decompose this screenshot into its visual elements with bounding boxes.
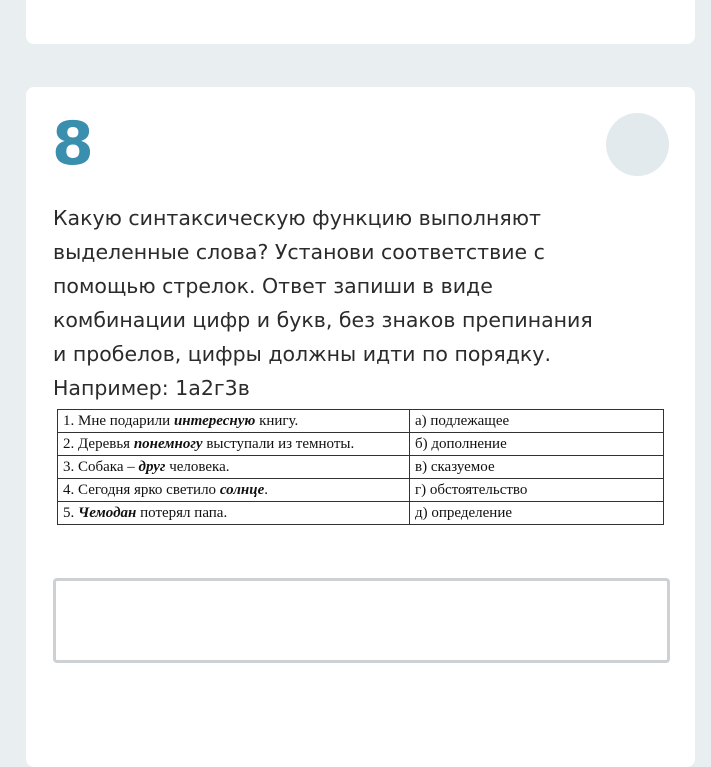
table-row (58, 433, 664, 456)
sentence-text: потерял папа. (136, 505, 228, 521)
function-cell: г) обстоятельство (410, 479, 664, 502)
question-text (53, 201, 678, 405)
highlighted-word: друг (138, 459, 166, 475)
sentence-cell (58, 502, 410, 525)
function-cell: в) сказуемое (410, 456, 664, 479)
highlighted-word: солнце (219, 482, 265, 498)
question-text-line: Какую синтаксическую функцию выполняют (53, 206, 541, 230)
function-cell: б) дополнение (410, 433, 664, 456)
sentence-text: . (264, 482, 268, 498)
sentence-text: книгу. (255, 413, 299, 429)
sentence-text: человека. (165, 459, 230, 475)
question-text-line: помощью стрелок. Ответ запиши в виде (53, 274, 493, 298)
question-text-line: и пробелов, цифры должны идти по порядку. (53, 342, 551, 366)
highlighted-word: интересную (173, 413, 256, 429)
function-cell: д) определение (410, 502, 664, 525)
function-cell: а) подлежащее (410, 410, 664, 433)
table-row (58, 456, 664, 479)
answer-input[interactable] (53, 578, 670, 663)
question-text-line: выделенные слова? Установи соответствие с (53, 240, 545, 264)
sentence-text: выступали из темноты. (202, 436, 355, 452)
highlighted-word: понемногу (133, 436, 203, 452)
sentence-text: 5. (63, 505, 78, 521)
question-text-line: комбинации цифр и букв, без знаков препинания (53, 308, 593, 332)
table-row (58, 479, 664, 502)
sentence-cell (58, 433, 410, 456)
example-answer: Например: 1а2г3в (53, 376, 250, 400)
previous-question-card (26, 0, 695, 44)
matching-table (57, 409, 664, 525)
sentence-text: 4. Сегодня ярко светило (63, 482, 220, 498)
question-status-indicator (606, 113, 669, 176)
table-row (58, 502, 664, 525)
highlighted-word: Чемодан (78, 505, 137, 521)
sentence-cell (58, 456, 410, 479)
question-card (26, 87, 695, 767)
sentence-text: 1. Мне подарили (63, 413, 174, 429)
question-number: 8 (52, 109, 94, 179)
table-row (58, 410, 664, 433)
sentence-text: 2. Деревья (63, 436, 134, 452)
sentence-text: 3. Собака – (63, 459, 139, 475)
sentence-cell (58, 410, 410, 433)
sentence-cell (58, 479, 410, 502)
